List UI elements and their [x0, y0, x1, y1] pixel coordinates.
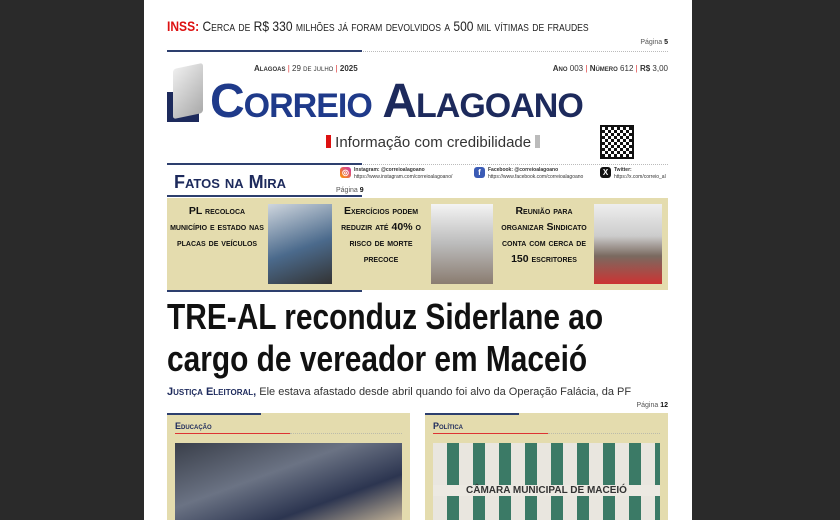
masthead-meta-left: Alagoas | 29 de julho | 2025 [254, 64, 358, 73]
meeting-photo [594, 204, 662, 284]
fatos-item[interactable]: Exercícios podem reduzir até 40% o risco de morte precoce [341, 205, 421, 265]
divider [167, 163, 668, 165]
social-facebook[interactable]: f Facebook: @correioalagoano https://www.facebook.com/correioalagoano [474, 167, 583, 180]
qr-code[interactable] [600, 125, 634, 159]
fatos-item[interactable]: PL recoloca município e estado nas placas de veículos [170, 205, 264, 249]
social-twitter[interactable]: X Twitter: https://x.com/correio_al [600, 167, 666, 180]
main-headline[interactable]: TRE-AL reconduz Siderlane ao cargo de vereador em Maceió [167, 296, 604, 379]
education-photo [175, 443, 402, 520]
fatos-item[interactable]: Reunião para organizar Sindicato conta com cerca de 150 escritores [501, 205, 587, 265]
license-plate-photo [268, 204, 332, 284]
instagram-icon: ◎ [340, 167, 351, 178]
page-label: Página [640, 39, 663, 46]
section-educacao[interactable]: Educação [167, 413, 410, 520]
headline-summary: Justiça Eleitoral, Ele estava afastado desde abril quando foi alvo da Operação Falácia, da PF [167, 386, 632, 398]
page-number: 5 [664, 39, 668, 46]
masthead-title: Correio Alagoano [210, 75, 583, 128]
tagline: Informação com credibilidade [326, 134, 540, 152]
divider [167, 195, 668, 197]
section-politica[interactable]: Política CÂMARA MUNICIPAL DE MACEIÓ [425, 413, 668, 520]
social-instagram[interactable]: ◎ Instagram: @correioalagoano https://www.instagram.com/correioalagoano/ [342, 167, 453, 180]
x-icon: X [600, 167, 611, 178]
divider [167, 50, 668, 52]
newspaper-page: INSS: Cerca de R$ 330 milhões já foram devolvidos a 500 mil vítimas de fraudes Página 5 Alagoas | 29 de julho | 2025 Ano 003 | Número 612 | R$ 3,00 Correio Alagoano Informação com credibilidade ◎ Instagram: @correioalagoano https://www.instagram.com/correioalagoano/ f Facebook: @correioalagoano https://www.facebook.com/correioalagoano X Twitter: https://x.com/correio_al Fatos na Mira Página 9 PL recoloca município e estado nas placas de veículos Exercícios podem reduzir até 40% o risco de morte precoce Reunião para organizar Sindicato conta com cerca de 150 escritores TRE-AL reconduz Siderlane ao cargo de vereador em Maceió Justiça Eleitoral, Ele estava afastado desde abril quando foi alvo da Operação Falácia, da PF Página 12 Educação Política CÂMARA MUNICIPAL DE MACEIÓ [144, 0, 692, 520]
camara-photo [433, 443, 660, 520]
top-story[interactable] [167, 18, 589, 34]
divider [167, 290, 668, 292]
top-story-text: Cerca de R$ 330 milhões já foram devolvidos a 500 mil vítimas de fraudes [202, 18, 589, 34]
runner-photo [431, 204, 493, 284]
facebook-icon: f [474, 167, 485, 178]
top-story-tag: INSS: [167, 18, 200, 34]
logo-paper-icon [167, 62, 207, 122]
fatos-box [167, 198, 668, 290]
fatos-title: Fatos na Mira [174, 172, 287, 192]
camara-sign: CÂMARA MUNICIPAL DE MACEIÓ [433, 485, 660, 496]
masthead-meta-right: Ano 003 | Número 612 | R$ 3,00 [552, 64, 668, 73]
